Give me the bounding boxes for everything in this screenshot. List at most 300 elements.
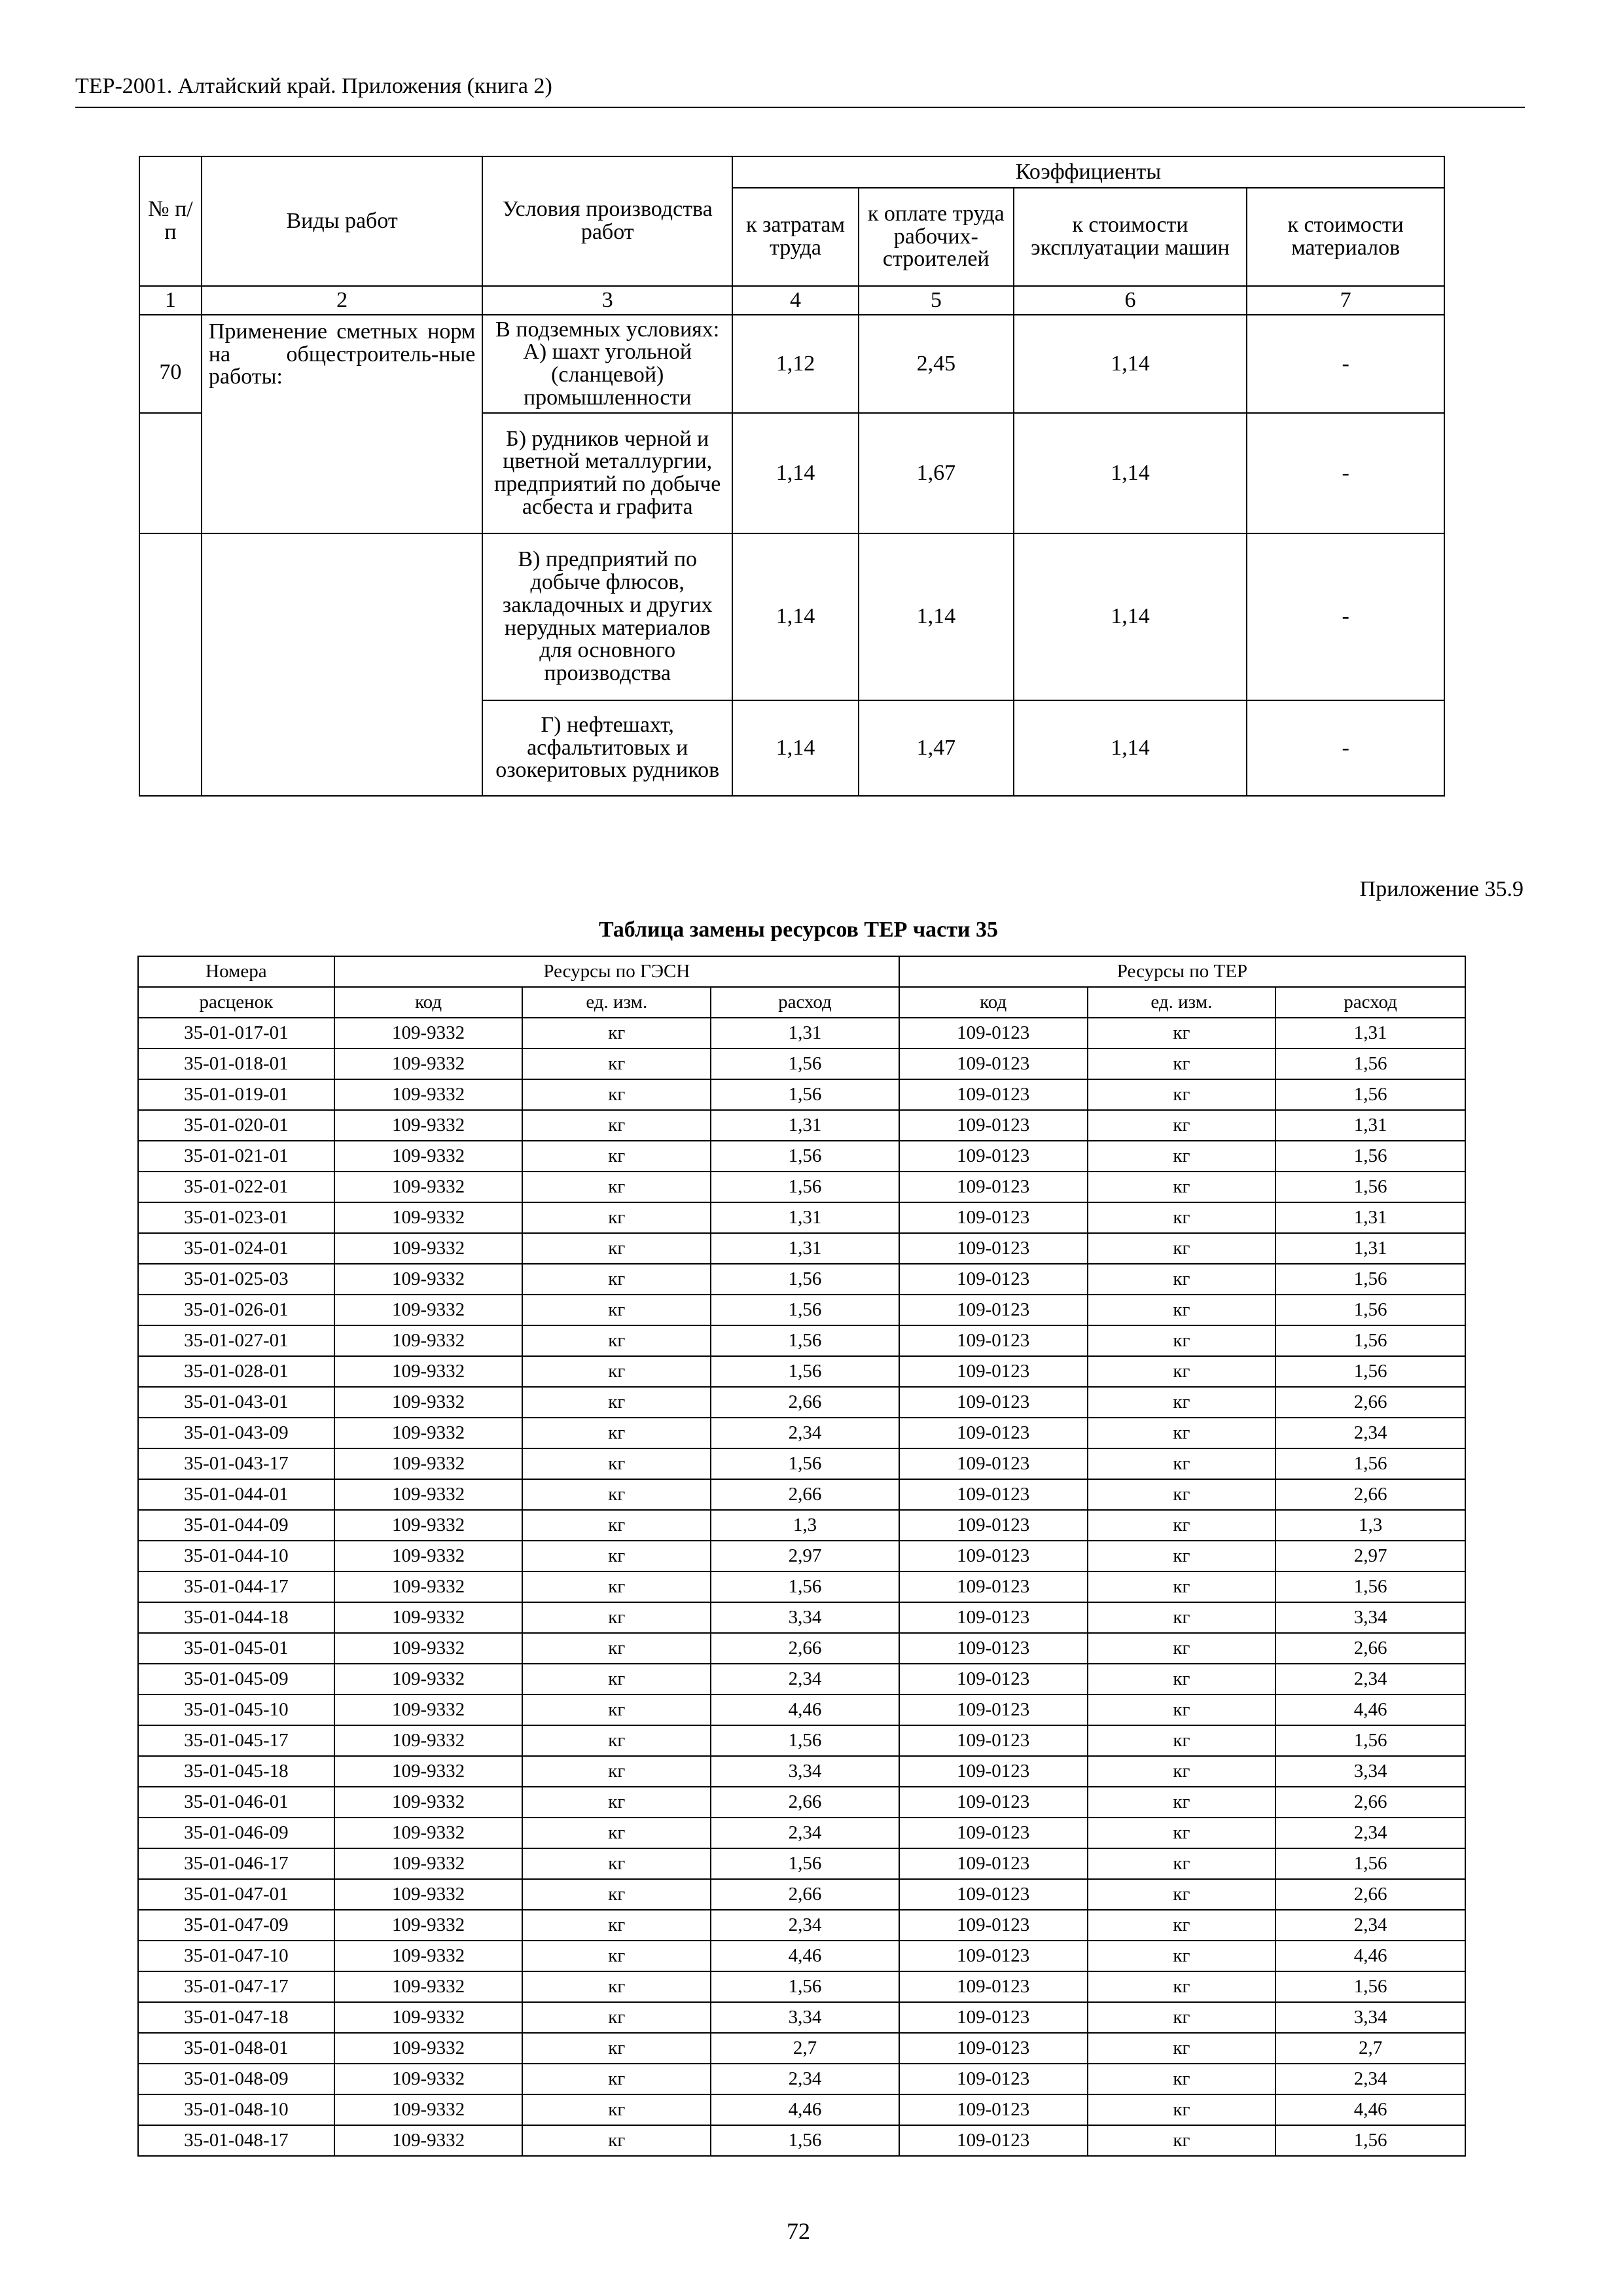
coef-machines: 1,14 (1014, 700, 1247, 796)
ter-code: 109-0123 (899, 1110, 1088, 1141)
gesn-consumption: 2,66 (711, 1879, 899, 1910)
ter-consumption: 1,56 (1275, 1848, 1465, 1879)
gesn-code: 109-9332 (334, 1787, 523, 1818)
gesn-unit: кг (522, 1202, 711, 1233)
rate-number: 35-01-045-18 (138, 1756, 334, 1787)
header-rates: расценок (138, 987, 334, 1018)
ter-unit: кг (1088, 1479, 1276, 1510)
gesn-unit: кг (522, 1541, 711, 1571)
gesn-consumption: 1,31 (711, 1202, 899, 1233)
gesn-consumption: 1,56 (711, 1848, 899, 1879)
header-numbers: Номера (138, 956, 334, 987)
ter-code: 109-0123 (899, 1879, 1088, 1910)
ter-code: 109-0123 (899, 1787, 1088, 1818)
gesn-unit: кг (522, 1233, 711, 1264)
empty-cell (139, 413, 202, 533)
rate-number: 35-01-044-17 (138, 1571, 334, 1602)
ter-code: 109-0123 (899, 1141, 1088, 1172)
gesn-code: 109-9332 (334, 1479, 523, 1510)
gesn-unit: кг (522, 1725, 711, 1756)
table-row (138, 1018, 1465, 1049)
ter-code: 109-0123 (899, 1725, 1088, 1756)
gesn-unit: кг (522, 2064, 711, 2094)
ter-consumption: 1,56 (1275, 2125, 1465, 2156)
header-labor: к затратам труда (732, 188, 859, 286)
gesn-code: 109-9332 (334, 1110, 523, 1141)
rate-number: 35-01-047-09 (138, 1910, 334, 1941)
rate-number: 35-01-047-17 (138, 1971, 334, 2002)
ter-consumption: 2,66 (1275, 1787, 1465, 1818)
gesn-code: 109-9332 (334, 1879, 523, 1910)
ter-consumption: 2,7 (1275, 2033, 1465, 2064)
gesn-code: 109-9332 (334, 1571, 523, 1602)
ter-unit: кг (1088, 1664, 1276, 1695)
ter-consumption: 1,56 (1275, 1356, 1465, 1387)
gesn-consumption: 1,56 (711, 1172, 899, 1202)
ter-unit: кг (1088, 1172, 1276, 1202)
gesn-consumption: 1,56 (711, 1079, 899, 1110)
gesn-consumption: 3,34 (711, 1602, 899, 1633)
header-unit: ед. изм. (522, 987, 711, 1018)
ter-code: 109-0123 (899, 1018, 1088, 1049)
table-row (138, 1879, 1465, 1910)
gesn-unit: кг (522, 2033, 711, 2064)
ter-consumption: 2,66 (1275, 1387, 1465, 1418)
column-number: 3 (482, 286, 732, 315)
ter-code: 109-0123 (899, 2094, 1088, 2125)
appendix-label: Приложение 35.9 (1359, 877, 1524, 901)
works-description: Применение сметных норм на общестроитель-ные работы: (202, 315, 483, 533)
resource-replacement-table (137, 956, 1466, 2157)
gesn-code: 109-9332 (334, 1356, 523, 1387)
rate-number: 35-01-045-10 (138, 1695, 334, 1725)
header-consumption: расход (1275, 987, 1465, 1018)
ter-consumption: 3,34 (1275, 1756, 1465, 1787)
coef-pay: 1,47 (859, 700, 1014, 796)
coef-labor: 1,12 (732, 315, 859, 413)
table-row (138, 1418, 1465, 1448)
gesn-code: 109-9332 (334, 1602, 523, 1633)
gesn-unit: кг (522, 1079, 711, 1110)
header-code: код (899, 987, 1088, 1018)
gesn-code: 109-9332 (334, 2002, 523, 2033)
ter-consumption: 3,34 (1275, 2002, 1465, 2033)
coef-labor: 1,14 (732, 533, 859, 700)
gesn-code: 109-9332 (334, 1725, 523, 1756)
ter-unit: кг (1088, 1571, 1276, 1602)
gesn-unit: кг (522, 1049, 711, 1079)
gesn-code: 109-9332 (334, 1264, 523, 1295)
ter-code: 109-0123 (899, 1602, 1088, 1633)
ter-unit: кг (1088, 1541, 1276, 1571)
ter-consumption: 1,56 (1275, 1049, 1465, 1079)
gesn-code: 109-9332 (334, 1664, 523, 1695)
ter-code: 109-0123 (899, 1418, 1088, 1448)
gesn-consumption: 1,56 (711, 1049, 899, 1079)
ter-consumption: 1,31 (1275, 1202, 1465, 1233)
table-row (138, 2033, 1465, 2064)
gesn-consumption: 2,34 (711, 1818, 899, 1848)
gesn-unit: кг (522, 2125, 711, 2156)
table-row (138, 1510, 1465, 1541)
table-row (138, 1202, 1465, 1233)
gesn-code: 109-9332 (334, 1079, 523, 1110)
rate-number: 35-01-043-01 (138, 1387, 334, 1418)
gesn-consumption: 1,56 (711, 2125, 899, 2156)
gesn-consumption: 1,56 (711, 1356, 899, 1387)
column-number: 5 (859, 286, 1014, 315)
gesn-unit: кг (522, 1264, 711, 1295)
gesn-code: 109-9332 (334, 2033, 523, 2064)
ter-unit: кг (1088, 2033, 1276, 2064)
gesn-unit: кг (522, 1695, 711, 1725)
gesn-unit: кг (522, 1633, 711, 1664)
rate-number: 35-01-025-03 (138, 1264, 334, 1295)
ter-consumption: 2,66 (1275, 1479, 1465, 1510)
coefficients-table (139, 156, 1445, 797)
ter-consumption: 1,56 (1275, 1725, 1465, 1756)
rate-number: 35-01-043-17 (138, 1448, 334, 1479)
rate-number: 35-01-044-10 (138, 1541, 334, 1571)
ter-code: 109-0123 (899, 1264, 1088, 1295)
ter-code: 109-0123 (899, 1356, 1088, 1387)
gesn-consumption: 1,31 (711, 1110, 899, 1141)
page-header: ТЕР-2001. Алтайский край. Приложения (книга 2) (75, 74, 1525, 108)
ter-unit: кг (1088, 2064, 1276, 2094)
gesn-code: 109-9332 (334, 1971, 523, 2002)
ter-unit: кг (1088, 1910, 1276, 1941)
coef-pay: 2,45 (859, 315, 1014, 413)
ter-unit: кг (1088, 1448, 1276, 1479)
header-conditions: Условия производства работ (482, 156, 732, 286)
table-row (138, 1725, 1465, 1756)
resource-rows (138, 1018, 1465, 2156)
gesn-code: 109-9332 (334, 1541, 523, 1571)
gesn-unit: кг (522, 1325, 711, 1356)
ter-code: 109-0123 (899, 1848, 1088, 1879)
header-materials: к стоимости материалов (1247, 188, 1444, 286)
ter-code: 109-0123 (899, 2033, 1088, 2064)
ter-consumption: 1,56 (1275, 1971, 1465, 2002)
gesn-consumption: 1,31 (711, 1233, 899, 1264)
table-row (138, 1633, 1465, 1664)
ter-consumption: 3,34 (1275, 1602, 1465, 1633)
gesn-unit: кг (522, 2094, 711, 2125)
ter-consumption: 1,56 (1275, 1079, 1465, 1110)
gesn-unit: кг (522, 2002, 711, 2033)
gesn-consumption: 2,66 (711, 1479, 899, 1510)
ter-unit: кг (1088, 1295, 1276, 1325)
table-row (138, 1756, 1465, 1787)
ter-consumption: 1,31 (1275, 1233, 1465, 1264)
table-row (138, 1818, 1465, 1848)
gesn-consumption: 1,56 (711, 1571, 899, 1602)
rate-number: 35-01-018-01 (138, 1049, 334, 1079)
header-code: код (334, 987, 523, 1018)
ter-consumption: 2,34 (1275, 1664, 1465, 1695)
gesn-code: 109-9332 (334, 2125, 523, 2156)
gesn-unit: кг (522, 1818, 711, 1848)
condition-cell: Б) рудников черной и цветной металлургии, предприятий по добыче асбеста и графита (482, 413, 732, 533)
ter-consumption: 4,46 (1275, 1941, 1465, 1971)
page-number: 72 (787, 2218, 810, 2244)
ter-unit: кг (1088, 1264, 1276, 1295)
ter-code: 109-0123 (899, 1971, 1088, 2002)
ter-code: 109-0123 (899, 1448, 1088, 1479)
table-row (138, 1264, 1465, 1295)
gesn-code: 109-9332 (334, 1141, 523, 1172)
table-row (138, 1387, 1465, 1418)
gesn-code: 109-9332 (334, 1325, 523, 1356)
rate-number: 35-01-023-01 (138, 1202, 334, 1233)
ter-consumption: 2,34 (1275, 1818, 1465, 1848)
gesn-unit: кг (522, 1602, 711, 1633)
table-row (138, 1695, 1465, 1725)
gesn-consumption: 1,3 (711, 1510, 899, 1541)
condition-cell: Г) нефтешахт, асфальтитовых и озокеритовых рудников (482, 700, 732, 796)
gesn-consumption: 4,46 (711, 1695, 899, 1725)
gesn-consumption: 1,31 (711, 1018, 899, 1049)
table-row (138, 1787, 1465, 1818)
column-number: 2 (202, 286, 483, 315)
ter-code: 109-0123 (899, 1664, 1088, 1695)
gesn-consumption: 2,34 (711, 1910, 899, 1941)
gesn-consumption: 1,56 (711, 1264, 899, 1295)
gesn-unit: кг (522, 1110, 711, 1141)
ter-code: 109-0123 (899, 1295, 1088, 1325)
header-coefficients: Коэффициенты (732, 156, 1444, 188)
ter-consumption: 1,56 (1275, 1141, 1465, 1172)
ter-unit: кг (1088, 1848, 1276, 1879)
ter-code: 109-0123 (899, 1756, 1088, 1787)
rate-number: 35-01-047-10 (138, 1941, 334, 1971)
ter-unit: кг (1088, 1018, 1276, 1049)
ter-code: 109-0123 (899, 2064, 1088, 2094)
row-number: 70 (139, 315, 202, 413)
ter-unit: кг (1088, 1695, 1276, 1725)
gesn-code: 109-9332 (334, 1018, 523, 1049)
table-row (138, 1356, 1465, 1387)
ter-consumption: 1,56 (1275, 1325, 1465, 1356)
empty-cell (202, 533, 483, 796)
rate-number: 35-01-021-01 (138, 1141, 334, 1172)
table-row (138, 2002, 1465, 2033)
column-number: 4 (732, 286, 859, 315)
rate-number: 35-01-046-17 (138, 1848, 334, 1879)
gesn-consumption: 2,7 (711, 2033, 899, 2064)
column-number: 7 (1247, 286, 1444, 315)
gesn-unit: кг (522, 1141, 711, 1172)
ter-consumption: 1,56 (1275, 1571, 1465, 1602)
table-row (138, 2094, 1465, 2125)
table-row (138, 1848, 1465, 1879)
ter-unit: кг (1088, 1725, 1276, 1756)
ter-unit: кг (1088, 1879, 1276, 1910)
condition-cell: В подземных условиях: А) шахт угольной (сланцевой) промышленности (482, 315, 732, 413)
gesn-code: 109-9332 (334, 1387, 523, 1418)
gesn-code: 109-9332 (334, 1418, 523, 1448)
gesn-code: 109-9332 (334, 1172, 523, 1202)
ter-code: 109-0123 (899, 2125, 1088, 2156)
table-row (138, 1479, 1465, 1510)
table-row (138, 1172, 1465, 1202)
ter-unit: кг (1088, 1756, 1276, 1787)
empty-cell (139, 533, 202, 796)
ter-unit: кг (1088, 1141, 1276, 1172)
ter-consumption: 2,34 (1275, 1910, 1465, 1941)
table-row (138, 1049, 1465, 1079)
condition-cell: В) предприятий по добыче флюсов, закладочных и других нерудных материалов для основного производства (482, 533, 732, 700)
rate-number: 35-01-043-09 (138, 1418, 334, 1448)
gesn-code: 109-9332 (334, 1448, 523, 1479)
coef-labor: 1,14 (732, 413, 859, 533)
table-row (138, 1295, 1465, 1325)
ter-consumption: 1,56 (1275, 1448, 1465, 1479)
table-row (138, 1664, 1465, 1695)
gesn-code: 109-9332 (334, 1910, 523, 1941)
gesn-code: 109-9332 (334, 1818, 523, 1848)
gesn-consumption: 3,34 (711, 1756, 899, 1787)
gesn-consumption: 2,66 (711, 1387, 899, 1418)
header-machines: к стоимости эксплуатации машин (1014, 188, 1247, 286)
table-title: Таблица замены ресурсов ТЕР части 35 (598, 918, 999, 942)
ter-code: 109-0123 (899, 1479, 1088, 1510)
gesn-unit: кг (522, 1418, 711, 1448)
gesn-code: 109-9332 (334, 1848, 523, 1879)
table-row (138, 1110, 1465, 1141)
ter-code: 109-0123 (899, 1172, 1088, 1202)
gesn-code: 109-9332 (334, 1695, 523, 1725)
gesn-consumption: 2,34 (711, 2064, 899, 2094)
ter-consumption: 1,56 (1275, 1295, 1465, 1325)
ter-code: 109-0123 (899, 1387, 1088, 1418)
table-row (138, 2125, 1465, 2156)
gesn-consumption: 4,46 (711, 2094, 899, 2125)
table-row (138, 1602, 1465, 1633)
rate-number: 35-01-028-01 (138, 1356, 334, 1387)
table-row (138, 1079, 1465, 1110)
gesn-unit: кг (522, 1571, 711, 1602)
ter-code: 109-0123 (899, 1049, 1088, 1079)
gesn-consumption: 2,66 (711, 1633, 899, 1664)
ter-code: 109-0123 (899, 1202, 1088, 1233)
table-row (138, 1325, 1465, 1356)
column-number: 6 (1014, 286, 1247, 315)
ter-unit: кг (1088, 1233, 1276, 1264)
ter-code: 109-0123 (899, 1571, 1088, 1602)
ter-unit: кг (1088, 1418, 1276, 1448)
rate-number: 35-01-047-18 (138, 2002, 334, 2033)
rate-number: 35-01-045-09 (138, 1664, 334, 1695)
rate-number: 35-01-048-09 (138, 2064, 334, 2094)
ter-consumption: 2,34 (1275, 2064, 1465, 2094)
rate-number: 35-01-022-01 (138, 1172, 334, 1202)
gesn-consumption: 2,97 (711, 1541, 899, 1571)
gesn-consumption: 1,56 (711, 1141, 899, 1172)
table-row (138, 2064, 1465, 2094)
gesn-unit: кг (522, 1910, 711, 1941)
table-row (138, 1233, 1465, 1264)
ter-consumption: 1,56 (1275, 1264, 1465, 1295)
gesn-unit: кг (522, 1387, 711, 1418)
coef-machines: 1,14 (1014, 413, 1247, 533)
coef-machines: 1,14 (1014, 533, 1247, 700)
ter-unit: кг (1088, 1202, 1276, 1233)
gesn-unit: кг (522, 1971, 711, 2002)
rate-number: 35-01-048-17 (138, 2125, 334, 2156)
gesn-consumption: 1,56 (711, 1971, 899, 2002)
gesn-code: 109-9332 (334, 1202, 523, 1233)
table-row (138, 1448, 1465, 1479)
ter-unit: кг (1088, 1602, 1276, 1633)
gesn-consumption: 1,56 (711, 1325, 899, 1356)
rate-number: 35-01-044-01 (138, 1479, 334, 1510)
ter-consumption: 2,97 (1275, 1541, 1465, 1571)
gesn-code: 109-9332 (334, 1756, 523, 1787)
ter-unit: кг (1088, 2094, 1276, 2125)
gesn-consumption: 4,46 (711, 1941, 899, 1971)
ter-unit: кг (1088, 1325, 1276, 1356)
ter-unit: кг (1088, 1818, 1276, 1848)
gesn-code: 109-9332 (334, 1941, 523, 1971)
ter-unit: кг (1088, 1787, 1276, 1818)
rate-number: 35-01-024-01 (138, 1233, 334, 1264)
header-number: № п/п (139, 156, 202, 286)
gesn-code: 109-9332 (334, 2064, 523, 2094)
coef-materials: - (1247, 315, 1444, 413)
ter-unit: кг (1088, 1941, 1276, 1971)
ter-consumption: 4,46 (1275, 2094, 1465, 2125)
gesn-unit: кг (522, 1941, 711, 1971)
rate-number: 35-01-017-01 (138, 1018, 334, 1049)
ter-unit: кг (1088, 2125, 1276, 2156)
ter-unit: кг (1088, 2002, 1276, 2033)
ter-consumption: 4,46 (1275, 1695, 1465, 1725)
header-consumption: расход (711, 987, 899, 1018)
ter-code: 109-0123 (899, 1633, 1088, 1664)
gesn-unit: кг (522, 1018, 711, 1049)
table-row (138, 1141, 1465, 1172)
gesn-consumption: 1,56 (711, 1448, 899, 1479)
gesn-consumption: 1,56 (711, 1725, 899, 1756)
gesn-unit: кг (522, 1356, 711, 1387)
table-row (138, 1541, 1465, 1571)
ter-code: 109-0123 (899, 1941, 1088, 1971)
ter-unit: кг (1088, 1110, 1276, 1141)
ter-unit: кг (1088, 1049, 1276, 1079)
gesn-unit: кг (522, 1295, 711, 1325)
ter-unit: кг (1088, 1387, 1276, 1418)
gesn-unit: кг (522, 1756, 711, 1787)
rate-number: 35-01-045-17 (138, 1725, 334, 1756)
gesn-consumption: 2,34 (711, 1664, 899, 1695)
header-pay: к оплате труда рабочих-строителей (859, 188, 1014, 286)
table-row (138, 1571, 1465, 1602)
gesn-consumption: 2,34 (711, 1418, 899, 1448)
rate-number: 35-01-048-10 (138, 2094, 334, 2125)
gesn-unit: кг (522, 1510, 711, 1541)
ter-code: 109-0123 (899, 1510, 1088, 1541)
gesn-consumption: 3,34 (711, 2002, 899, 2033)
gesn-unit: кг (522, 1172, 711, 1202)
gesn-code: 109-9332 (334, 2094, 523, 2125)
ter-consumption: 1,31 (1275, 1018, 1465, 1049)
gesn-unit: кг (522, 1787, 711, 1818)
gesn-unit: кг (522, 1879, 711, 1910)
table-row (138, 1941, 1465, 1971)
rate-number: 35-01-044-18 (138, 1602, 334, 1633)
header-gesn: Ресурсы по ГЭСН (334, 956, 899, 987)
